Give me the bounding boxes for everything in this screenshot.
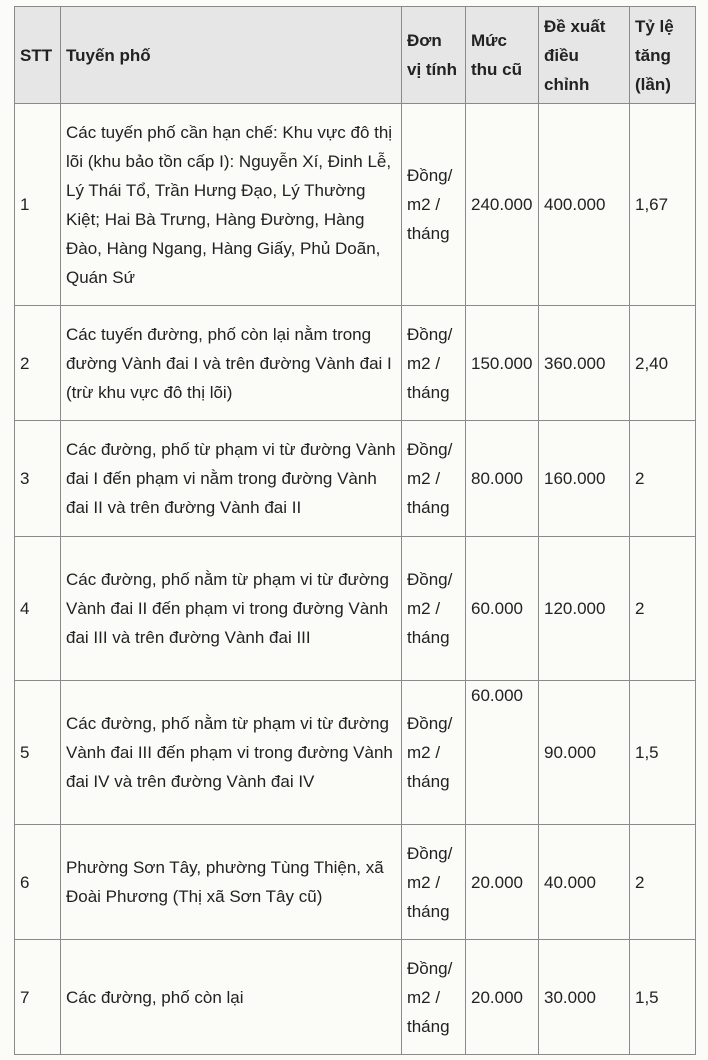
cell-unit: Đồng/ m2 / tháng bbox=[402, 421, 466, 537]
cell-stt: 1 bbox=[15, 104, 61, 306]
table-row bbox=[15, 306, 696, 421]
header-old-rate: Mức thu cũ bbox=[466, 7, 539, 104]
cell-stt: 5 bbox=[15, 681, 61, 825]
cell-route: Các đường, phố còn lại bbox=[61, 940, 402, 1055]
cell-stt: 7 bbox=[15, 940, 61, 1055]
parking-fee-table bbox=[14, 6, 696, 1055]
cell-unit: Đồng/ m2 / tháng bbox=[402, 104, 466, 306]
cell-proposed: 90.000 bbox=[539, 681, 630, 825]
cell-ratio: 2,40 bbox=[630, 306, 696, 421]
header-proposed: Đề xuất điều chỉnh bbox=[539, 7, 630, 104]
cell-ratio: 2 bbox=[630, 421, 696, 537]
table-row bbox=[15, 940, 696, 1055]
cell-old-rate: 20.000 bbox=[466, 825, 539, 940]
cell-unit: Đồng/ m2 / tháng bbox=[402, 825, 466, 940]
cell-stt: 3 bbox=[15, 421, 61, 537]
table-row bbox=[15, 537, 696, 681]
cell-old-rate: 60.000 bbox=[466, 537, 539, 681]
cell-old-rate: 60.000 bbox=[466, 681, 539, 825]
table-row bbox=[15, 681, 696, 825]
cell-ratio: 1,5 bbox=[630, 940, 696, 1055]
header-stt: STT bbox=[15, 7, 61, 104]
cell-ratio: 2 bbox=[630, 825, 696, 940]
cell-route: Các tuyến phố cần hạn chế: Khu vực đô thị lõi (khu bảo tồn cấp I): Nguyễn Xí, Đinh Lễ, Lý Thái Tổ, Trần Hưng Đạo, Lý Thường Kiệt; Hai Bà Trưng, Hàng Đường, Hàng Đào, Hàng Ngang, Hàng Giấy, Phủ Doãn, Quán Sứ bbox=[61, 104, 402, 306]
cell-route: Các đường, phố nằm từ phạm vi từ đường Vành đai II đến phạm vi trong đường Vành đai III và trên đường Vành đai III bbox=[61, 537, 402, 681]
cell-old-rate: 20.000 bbox=[466, 940, 539, 1055]
header-unit: Đơn vị tính bbox=[402, 7, 466, 104]
table-row bbox=[15, 825, 696, 940]
cell-old-rate: 240.000 bbox=[466, 104, 539, 306]
cell-unit: Đồng/ m2 / tháng bbox=[402, 537, 466, 681]
cell-proposed: 360.000 bbox=[539, 306, 630, 421]
cell-ratio: 1,5 bbox=[630, 681, 696, 825]
cell-ratio: 2 bbox=[630, 537, 696, 681]
cell-proposed: 120.000 bbox=[539, 537, 630, 681]
cell-stt: 2 bbox=[15, 306, 61, 421]
cell-unit: Đồng/ m2 / tháng bbox=[402, 306, 466, 421]
header-row bbox=[15, 7, 696, 104]
cell-stt: 4 bbox=[15, 537, 61, 681]
cell-route: Phường Sơn Tây, phường Tùng Thiện, xã Đoài Phương (Thị xã Sơn Tây cũ) bbox=[61, 825, 402, 940]
cell-route: Các đường, phố từ phạm vi từ đường Vành đai I đến phạm vi nằm trong đường Vành đai II và trên đường Vành đai II bbox=[61, 421, 402, 537]
cell-old-rate: 80.000 bbox=[466, 421, 539, 537]
cell-unit: Đồng/ m2 / tháng bbox=[402, 681, 466, 825]
cell-old-rate: 150.000 bbox=[466, 306, 539, 421]
table-row bbox=[15, 104, 696, 306]
cell-unit: Đồng/ m2 / tháng bbox=[402, 940, 466, 1055]
cell-route: Các đường, phố nằm từ phạm vi từ đường Vành đai III đến phạm vi trong đường Vành đai IV và trên đường Vành đai IV bbox=[61, 681, 402, 825]
cell-ratio: 1,67 bbox=[630, 104, 696, 306]
header-ratio: Tỷ lệ tăng (lần) bbox=[630, 7, 696, 104]
cell-stt: 6 bbox=[15, 825, 61, 940]
cell-proposed: 40.000 bbox=[539, 825, 630, 940]
cell-proposed: 30.000 bbox=[539, 940, 630, 1055]
cell-route: Các tuyến đường, phố còn lại nằm trong đường Vành đai I và trên đường Vành đai I (trừ khu vực đô thị lõi) bbox=[61, 306, 402, 421]
header-route: Tuyến phố bbox=[61, 7, 402, 104]
cell-proposed: 400.000 bbox=[539, 104, 630, 306]
table-row bbox=[15, 421, 696, 537]
cell-proposed: 160.000 bbox=[539, 421, 630, 537]
